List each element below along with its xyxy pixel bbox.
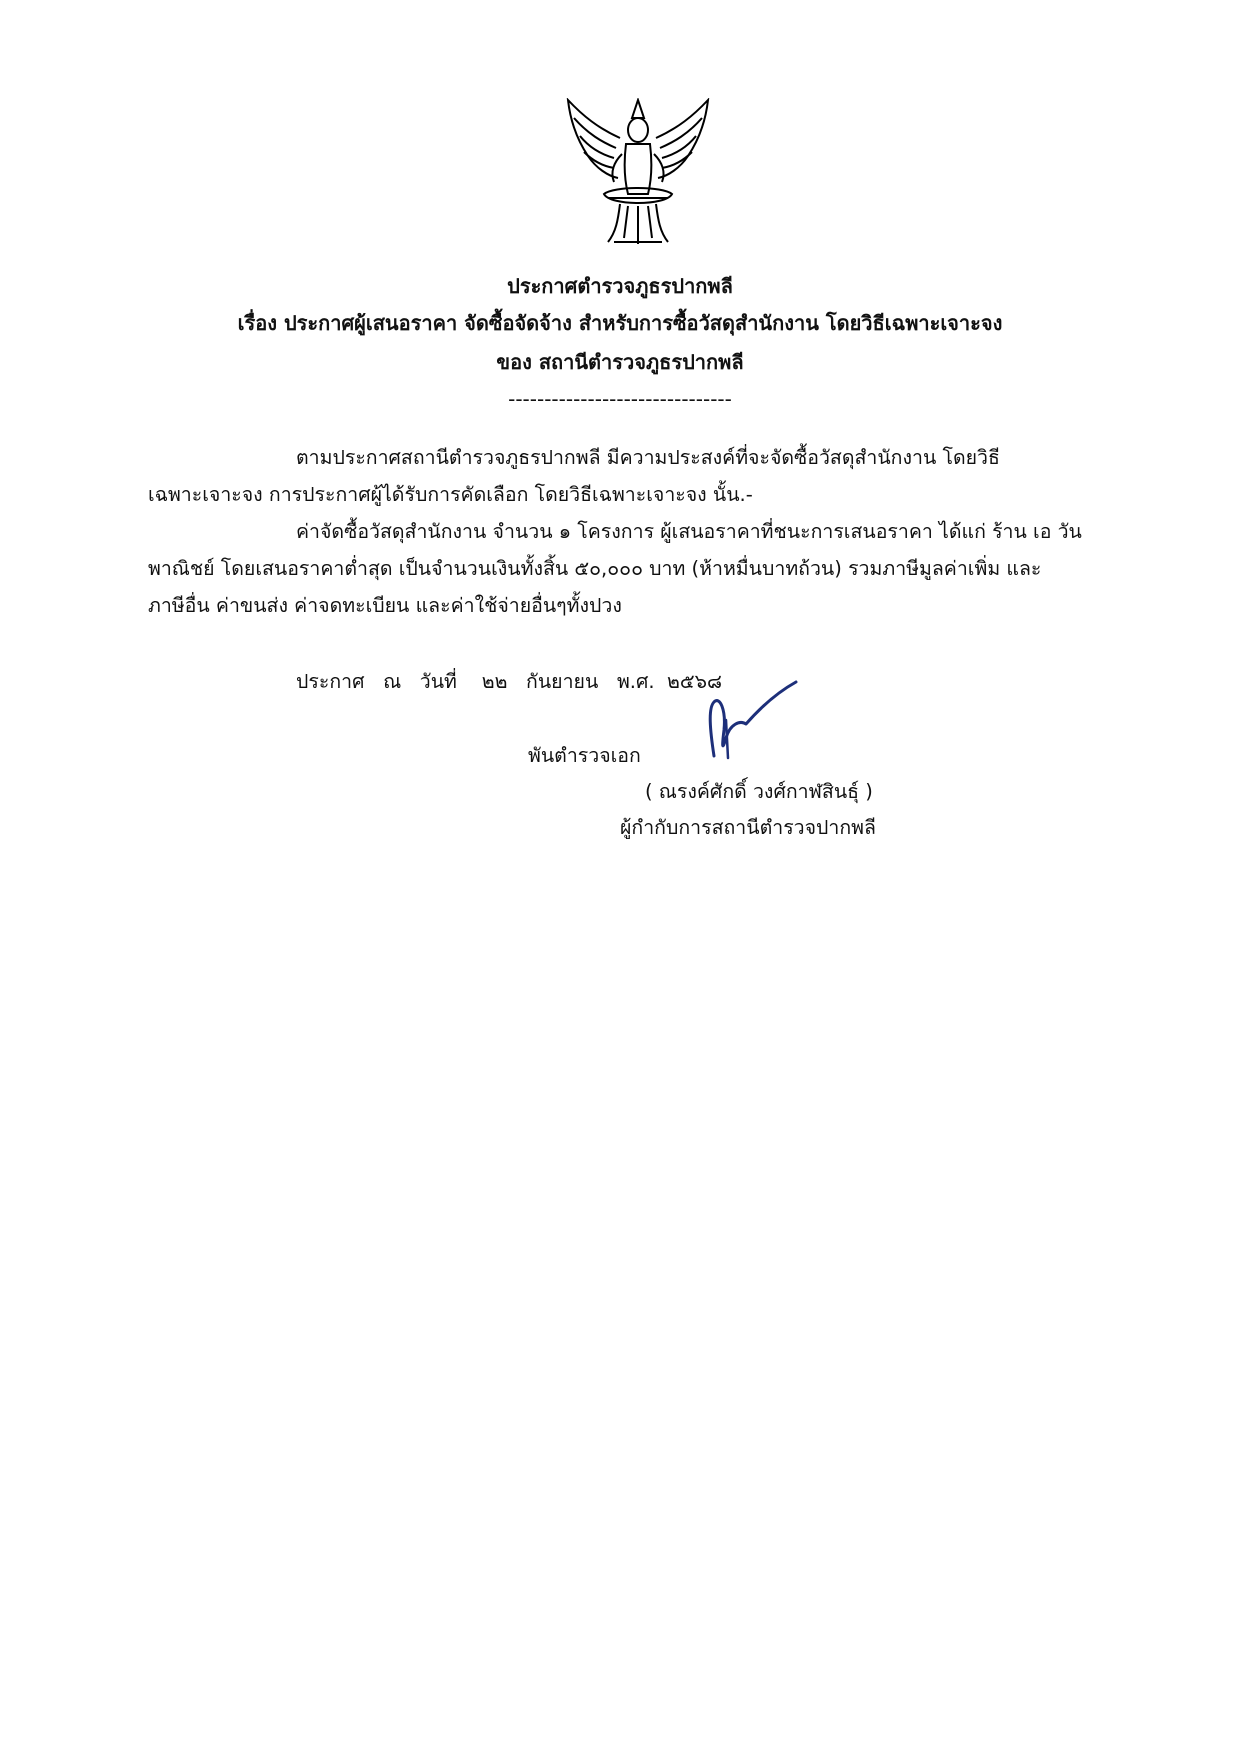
- announce-date-line: [296, 664, 722, 700]
- announce-at: ณ: [383, 670, 402, 693]
- paragraph-2-line-1: ค่าจัดซื้อวัสดุสำนักงาน จำนวน ๑ โครงการ ผู้เสนอราคาที่ชนะการเสนอราคา ได้แก่ ร้าน เอ วัน: [296, 520, 1082, 543]
- announce-label: ประกาศ: [296, 670, 365, 693]
- date-era: พ.ศ.: [616, 670, 655, 693]
- header-divider: -------------------------------: [508, 387, 732, 411]
- paragraph-2-line-3: ภาษีอื่น ค่าขนส่ง ค่าจดทะเบียน และค่าใช้จ่ายอื่นๆทั้งปวง: [148, 594, 622, 617]
- garuda-emblem: [558, 98, 718, 246]
- signatory-name: ( ณรงค์ศักดิ์ วงศ์กาฬสินธุ์ ): [645, 780, 873, 803]
- paragraph-2-line-2: พาณิชย์ โดยเสนอราคาต่ำสุด เป็นจำนวนเงินทั้งสิ้น ๕๐,๐๐๐ บาท (ห้าหมื่นบาทถ้วน) รวมภาษีมูลค่าเพิ่ม และ: [148, 557, 1042, 580]
- paragraph-1-line-1: ตามประกาศสถานีตำรวจภูธรปากพลี มีความประสงค์ที่จะจัดซื้อวัสดุสำนักงาน โดยวิธี: [296, 446, 1000, 469]
- date-day: ๒๒: [481, 670, 508, 693]
- paragraph-1-line-2: เฉพาะเจาะจง การประกาศผู้ได้รับการคัดเลือก โดยวิธีเฉพาะเจาะจง นั้น.-: [148, 483, 753, 506]
- signatory-rank: พันตำรวจเอก: [528, 744, 641, 767]
- date-year: ๒๕๖๘: [666, 670, 723, 693]
- date-label: วันที่: [419, 670, 457, 693]
- date-month: กันยายน: [526, 670, 599, 693]
- announcement-issuer: ของ สถานีตำรวจภูธรปากพลี: [496, 350, 744, 374]
- signatory-position: ผู้กำกับการสถานีตำรวจปากพลี: [620, 816, 876, 839]
- announcement-subject: เรื่อง ประกาศผู้เสนอราคา จัดซื้อจัดจ้าง สำหรับการซื้อวัสดุสำนักงาน โดยวิธีเฉพาะเจาะจง: [237, 311, 1003, 335]
- announcement-title: ประกาศตำรวจภูธรปากพลี: [507, 274, 733, 298]
- handwritten-signature: [700, 680, 810, 760]
